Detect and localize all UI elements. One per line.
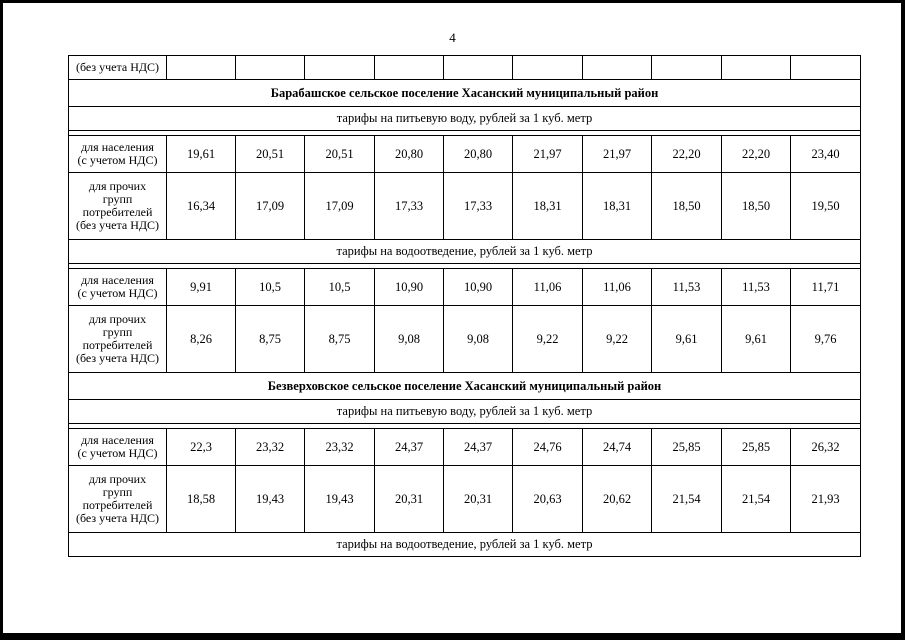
tariff-type-title: тарифы на питьевую воду, рублей за 1 куб. метр <box>69 107 861 131</box>
row-label-line: (с учетом НДС) <box>77 286 158 300</box>
continuation-row <box>69 56 861 80</box>
row-label-line: для населения <box>81 140 154 154</box>
table-cell: 20,31 <box>444 466 513 533</box>
table-cell: 24,37 <box>375 429 444 466</box>
table-cell: 9,08 <box>444 306 513 373</box>
table-cell: 22,3 <box>167 429 236 466</box>
table-cell: 21,93 <box>791 466 861 533</box>
table-cell: 9,22 <box>513 306 583 373</box>
table-cell: 17,09 <box>236 173 305 240</box>
settlement-row <box>69 373 861 400</box>
table-cell: 8,75 <box>305 306 375 373</box>
tariff-type-title: тарифы на водоотведение, рублей за 1 куб. метр <box>69 533 861 557</box>
row-label-line: потребителей <box>82 338 153 352</box>
tariff-type-row <box>69 533 861 557</box>
empty-cell <box>444 56 513 80</box>
row-label-line: групп <box>102 325 133 339</box>
table-cell: 20,51 <box>305 136 375 173</box>
table-row <box>69 429 861 466</box>
table-cell: 21,97 <box>583 136 652 173</box>
table-cell: 9,76 <box>791 306 861 373</box>
table-cell: 10,90 <box>375 269 444 306</box>
settlement-name: Безверховское сельское поселение Хасанский муниципальный район <box>69 373 861 400</box>
tariff-type-row <box>69 400 861 424</box>
row-label <box>69 136 167 173</box>
table-cell: 8,75 <box>236 306 305 373</box>
table-cell: 19,43 <box>236 466 305 533</box>
row-label-line: потребителей <box>82 498 153 512</box>
table-row <box>69 306 861 373</box>
row-label-line: (без учета НДС) <box>75 511 160 525</box>
table-cell: 17,09 <box>305 173 375 240</box>
empty-cell <box>375 56 444 80</box>
tariff-type-title: тарифы на водоотведение, рублей за 1 куб. метр <box>69 240 861 264</box>
row-label-line: групп <box>102 485 133 499</box>
table-row <box>69 136 861 173</box>
row-label <box>69 306 167 373</box>
table-cell: 20,62 <box>583 466 652 533</box>
row-label-line: для прочих <box>88 179 147 193</box>
table-row <box>69 173 861 240</box>
scan-border-left <box>0 0 3 640</box>
scan-border-top <box>0 0 905 3</box>
empty-cell <box>167 56 236 80</box>
table-cell: 11,53 <box>652 269 722 306</box>
empty-cell <box>236 56 305 80</box>
row-label-line: групп <box>102 192 133 206</box>
settlement-row <box>69 80 861 107</box>
row-label-line: для прочих <box>88 312 147 326</box>
table-cell: 24,37 <box>444 429 513 466</box>
table-cell: 24,74 <box>583 429 652 466</box>
table-cell: 19,50 <box>791 173 861 240</box>
table-cell: 20,80 <box>375 136 444 173</box>
table-cell: 10,5 <box>305 269 375 306</box>
table-cell: 21,54 <box>652 466 722 533</box>
table-cell: 22,20 <box>652 136 722 173</box>
empty-cell <box>305 56 375 80</box>
table-cell: 20,31 <box>375 466 444 533</box>
table-cell: 11,06 <box>583 269 652 306</box>
table-cell: 21,54 <box>722 466 791 533</box>
table-cell: 9,61 <box>722 306 791 373</box>
empty-cell <box>513 56 583 80</box>
table-row <box>69 466 861 533</box>
row-label-line: для населения <box>81 273 154 287</box>
row-label <box>69 429 167 466</box>
table-cell: 8,26 <box>167 306 236 373</box>
table-cell: 11,71 <box>791 269 861 306</box>
table-cell: 25,85 <box>652 429 722 466</box>
table-cell: 17,33 <box>444 173 513 240</box>
row-label-line: (без учета НДС) <box>75 218 160 232</box>
table-cell: 23,32 <box>305 429 375 466</box>
table-cell: 20,51 <box>236 136 305 173</box>
row-label-line: для населения <box>81 433 154 447</box>
table-row <box>69 269 861 306</box>
tariff-type-title: тарифы на питьевую воду, рублей за 1 куб. метр <box>69 400 861 424</box>
table-cell: 9,08 <box>375 306 444 373</box>
row-label <box>69 466 167 533</box>
empty-cell <box>652 56 722 80</box>
table-cell: 18,50 <box>722 173 791 240</box>
table-cell: 17,33 <box>375 173 444 240</box>
empty-cell <box>583 56 652 80</box>
table-cell: 25,85 <box>722 429 791 466</box>
row-label-line: (без учета НДС) <box>75 351 160 365</box>
empty-cell <box>722 56 791 80</box>
table-cell: 9,61 <box>652 306 722 373</box>
settlement-name: Барабашское сельское поселение Хасанский муниципальный район <box>69 80 861 107</box>
continuation-label: (без учета НДС) <box>69 56 167 80</box>
row-label-line: потребителей <box>82 205 153 219</box>
row-label <box>69 173 167 240</box>
row-label <box>69 269 167 306</box>
table-cell: 10,90 <box>444 269 513 306</box>
table-cell: 22,20 <box>722 136 791 173</box>
scan-border-bottom <box>0 633 905 640</box>
tariff-type-row <box>69 240 861 264</box>
page-number: 4 <box>449 30 456 45</box>
table-cell: 9,91 <box>167 269 236 306</box>
table-cell: 23,32 <box>236 429 305 466</box>
tariff-table <box>68 55 861 557</box>
table-cell: 11,06 <box>513 269 583 306</box>
table-cell: 20,80 <box>444 136 513 173</box>
tariff-type-row <box>69 107 861 131</box>
table-cell: 16,34 <box>167 173 236 240</box>
table-cell: 23,40 <box>791 136 861 173</box>
table-cell: 19,43 <box>305 466 375 533</box>
table-cell: 18,50 <box>652 173 722 240</box>
row-label-line: (с учетом НДС) <box>77 446 158 460</box>
table-cell: 10,5 <box>236 269 305 306</box>
scan-border-right <box>901 0 905 640</box>
table-cell: 18,31 <box>583 173 652 240</box>
row-label-line: (с учетом НДС) <box>77 153 158 167</box>
table-cell: 24,76 <box>513 429 583 466</box>
empty-cell <box>791 56 861 80</box>
table-cell: 11,53 <box>722 269 791 306</box>
row-label-line: для прочих <box>88 472 147 486</box>
table-cell: 26,32 <box>791 429 861 466</box>
table-cell: 20,63 <box>513 466 583 533</box>
table-cell: 18,31 <box>513 173 583 240</box>
table-cell: 19,61 <box>167 136 236 173</box>
table-cell: 21,97 <box>513 136 583 173</box>
table-cell: 9,22 <box>583 306 652 373</box>
table-cell: 18,58 <box>167 466 236 533</box>
